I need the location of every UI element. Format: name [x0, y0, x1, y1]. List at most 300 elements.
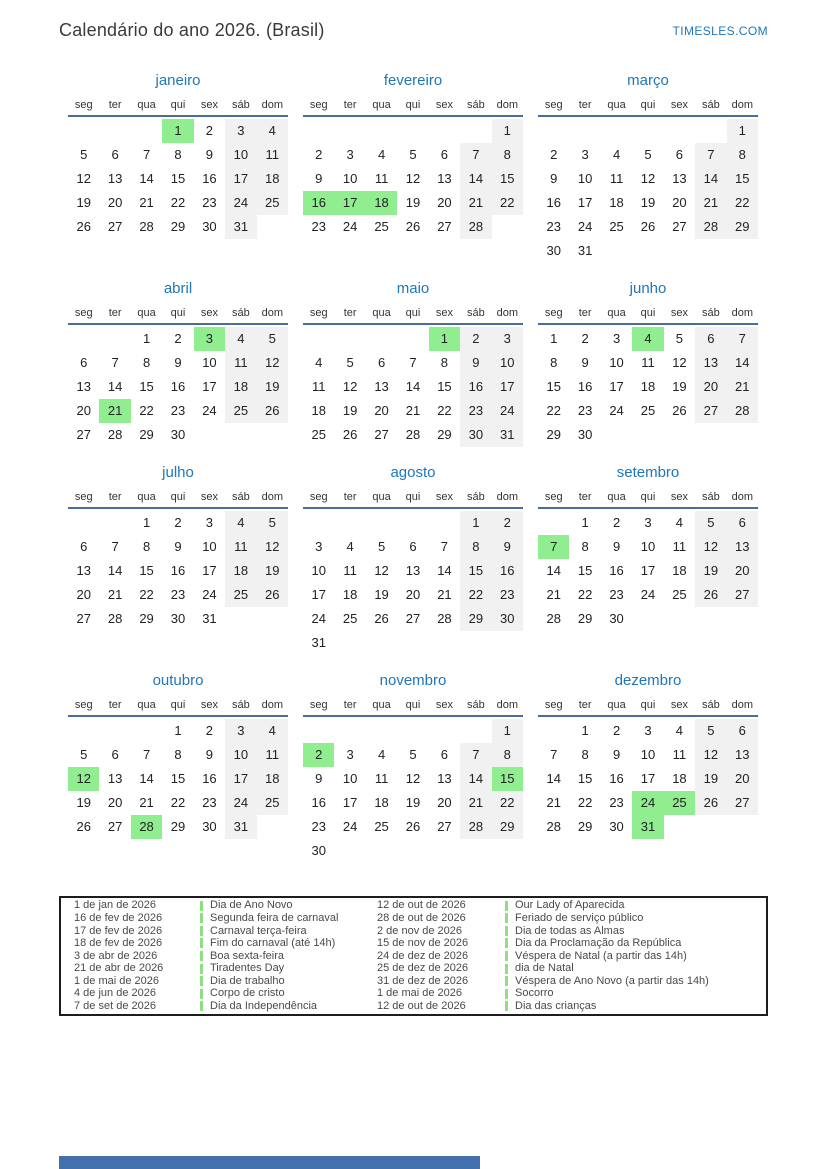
month-title: junho [629, 280, 667, 297]
empty-cell [460, 719, 491, 743]
month-title: outubro [152, 672, 204, 689]
legend-entry [200, 1000, 377, 1013]
weekday-label: qui [405, 307, 421, 319]
day-cell: 12 [76, 171, 91, 186]
empty-cell [334, 119, 365, 143]
day-cell: 21 [727, 375, 758, 399]
weekday-label: dom [496, 699, 518, 711]
days-grid [538, 119, 758, 263]
day-cell: 3 [492, 327, 523, 351]
day-cell: 26 [342, 427, 358, 442]
day-cell: 9 [581, 355, 589, 370]
day-cell: 28 [437, 611, 452, 626]
day-cell: 8 [550, 355, 558, 370]
month-block-junho [538, 278, 758, 447]
weekday-label: ter [578, 699, 592, 711]
day-cell: 19 [374, 587, 389, 602]
day-cell: 9 [205, 147, 214, 162]
day-cell: 11 [311, 379, 326, 394]
day-cell: 11 [672, 747, 687, 762]
day-cell: 3 [581, 147, 589, 162]
weekday-label: sex [200, 491, 218, 503]
day-cell: 22 [460, 583, 491, 607]
weekday-label: sex [435, 307, 453, 319]
day-cell: 13 [76, 379, 91, 394]
day-cell: 11 [641, 355, 655, 370]
day-cell: 11 [374, 171, 389, 186]
day-cell: 15 [139, 563, 154, 578]
day-cell: 25 [311, 427, 326, 442]
day-cell: 5 [257, 511, 288, 535]
day-cell: 3 [644, 723, 652, 738]
legend-entry [505, 975, 766, 988]
day-cell: 30 [170, 611, 186, 626]
day-cell: 20 [695, 375, 726, 399]
empty-cell [366, 327, 397, 351]
weekday-label: ter [578, 491, 592, 503]
day-cell: 6 [727, 719, 758, 743]
weekday-label: seg [309, 307, 328, 319]
legend-entry [200, 937, 377, 950]
day-cell: 1 [581, 515, 589, 530]
legend-bar-icon [200, 901, 203, 911]
day-cell: 17 [225, 767, 256, 791]
days-grid [303, 511, 523, 655]
day-cell: 24 [577, 219, 593, 234]
day-cell: 26 [405, 219, 421, 234]
day-cell: 23 [311, 819, 326, 834]
day-cell: 13 [107, 171, 123, 186]
day-cell: 27 [437, 219, 452, 234]
day-cell: 24 [202, 403, 217, 418]
day-cell: 17 [202, 379, 217, 394]
day-cell: 31 [492, 423, 523, 447]
legend-date: 7 de set de 2026 [74, 1000, 156, 1013]
legend-holiday-name: Dia da Proclamação da República [515, 937, 682, 950]
day-cell: 23 [202, 795, 217, 810]
day-cell: 10 [311, 563, 326, 578]
day-cell: 17 [609, 379, 624, 394]
legend-date: 17 de fev de 2026 [74, 924, 163, 937]
weekday-label: seg [544, 699, 563, 711]
empty-cell [68, 327, 99, 351]
weekday-header-row [303, 698, 523, 717]
day-cell: 19 [76, 195, 91, 210]
day-cell: 26 [672, 403, 687, 418]
day-cell: 26 [695, 583, 726, 607]
day-cell: 14 [405, 379, 421, 394]
empty-cell [601, 119, 632, 143]
day-cell: 7 [142, 147, 151, 162]
empty-cell [99, 511, 130, 535]
day-cell: 18 [257, 167, 288, 191]
day-cell: 2 [174, 515, 182, 530]
day-cell: 10 [640, 539, 656, 554]
day-cell: 11 [225, 535, 256, 559]
day-cell: 22 [139, 403, 154, 418]
legend-holiday-name: Boa sexta-feira [210, 949, 284, 962]
day-cell: 8 [460, 535, 491, 559]
day-cell: 13 [727, 535, 758, 559]
day-cell: 4 [315, 355, 323, 370]
legend-entry [505, 937, 766, 950]
weekday-label: qui [405, 699, 421, 711]
legend-date: 1 de jan de 2026 [74, 899, 156, 912]
day-cell: 30 [170, 427, 186, 442]
month-title: março [627, 72, 669, 89]
day-cell: 2 [315, 147, 323, 162]
day-cell: 3 [205, 515, 214, 530]
day-cell: 19 [695, 767, 726, 791]
day-cell: 20 [437, 195, 452, 210]
day-cell: 19 [672, 379, 687, 394]
day-cell: 5 [346, 355, 354, 370]
site-link[interactable]: TIMESLES.COM [672, 24, 768, 38]
day-cell: 8 [142, 355, 151, 370]
day-cell: 5 [80, 147, 88, 162]
day-cell: 18 [609, 195, 624, 210]
weekday-label: sáb [231, 699, 250, 711]
day-cell: 30 [577, 427, 593, 442]
empty-cell [397, 719, 428, 743]
weekday-label: ter [108, 99, 122, 111]
day-cell: 4 [225, 327, 256, 351]
day-cell: 6 [675, 147, 684, 162]
month-title: dezembro [614, 672, 682, 689]
day-cell: 27 [76, 611, 91, 626]
day-cell: 12 [695, 535, 726, 559]
weekday-label: sex [435, 491, 453, 503]
day-cell: 2 [303, 743, 334, 767]
weekday-label: sex [670, 491, 688, 503]
day-cell: 12 [640, 171, 656, 186]
weekday-label: sáb [701, 99, 720, 111]
month-block-novembro [303, 670, 523, 863]
day-cell: 21 [695, 191, 726, 215]
day-cell: 13 [437, 771, 452, 786]
legend-holiday-name: dia de Natal [515, 962, 574, 975]
month-block-setembro [538, 462, 758, 631]
day-cell: 14 [107, 379, 123, 394]
day-cell: 22 [139, 587, 154, 602]
day-cell: 17 [640, 771, 656, 786]
empty-cell [334, 719, 365, 743]
days-grid [68, 327, 288, 447]
day-cell: 15 [577, 771, 593, 786]
day-cell: 31 [632, 815, 663, 839]
weekday-label: qua [137, 307, 156, 319]
day-cell: 30 [202, 819, 217, 834]
day-cell: 26 [695, 791, 726, 815]
day-cell: 18 [672, 563, 687, 578]
day-cell: 21 [99, 399, 130, 423]
day-cell: 21 [437, 587, 452, 602]
weekday-header-row [538, 490, 758, 509]
day-cell: 18 [366, 191, 397, 215]
legend-entry [505, 925, 766, 938]
day-cell: 4 [377, 147, 386, 162]
day-cell: 22 [492, 191, 523, 215]
day-cell: 3 [346, 147, 354, 162]
day-cell: 21 [546, 795, 561, 810]
day-cell: 20 [672, 195, 687, 210]
day-cell: 19 [695, 559, 726, 583]
day-cell: 17 [225, 167, 256, 191]
day-cell: 3 [315, 539, 323, 554]
day-cell: 3 [644, 515, 652, 530]
day-cell: 4 [257, 719, 288, 743]
day-cell: 20 [76, 403, 91, 418]
legend-date: 21 de abr de 2026 [74, 962, 164, 975]
days-grid [68, 119, 288, 239]
day-cell: 21 [139, 195, 154, 210]
legend-holiday-name: Socorro [515, 987, 554, 1000]
legend-date: 2 de nov de 2026 [377, 924, 463, 937]
weekday-label: qui [640, 491, 656, 503]
legend-date: 1 de mai de 2026 [377, 987, 463, 1000]
day-cell: 5 [409, 147, 417, 162]
day-cell: 16 [170, 563, 186, 578]
empty-cell [99, 119, 130, 143]
day-cell: 4 [675, 723, 684, 738]
legend-bar-icon [505, 901, 508, 911]
empty-cell [303, 327, 334, 351]
day-cell: 26 [76, 219, 91, 234]
legend-holiday-name: Dia de todas as Almas [515, 924, 625, 937]
day-cell: 13 [672, 171, 687, 186]
day-cell: 29 [727, 215, 758, 239]
empty-cell [303, 119, 334, 143]
weekday-label: qua [607, 307, 626, 319]
day-cell: 17 [342, 795, 358, 810]
day-cell: 17 [640, 563, 656, 578]
day-cell: 18 [374, 795, 389, 810]
day-cell: 11 [672, 539, 687, 554]
legend-entry [200, 962, 377, 975]
day-cell: 8 [492, 743, 523, 767]
day-cell: 8 [727, 143, 758, 167]
day-cell: 25 [640, 403, 656, 418]
legend-holiday-name: Dia da Independência [210, 1000, 318, 1013]
month-title: abril [163, 280, 193, 297]
day-cell: 25 [374, 219, 389, 234]
day-cell: 16 [546, 195, 561, 210]
weekday-label: sáb [701, 699, 720, 711]
legend-bar-icon [200, 951, 203, 961]
day-cell: 21 [405, 403, 421, 418]
day-cell: 6 [440, 147, 449, 162]
day-cell: 28 [695, 215, 726, 239]
empty-cell [68, 719, 99, 743]
day-cell: 20 [405, 587, 421, 602]
day-cell: 8 [174, 747, 182, 762]
legend-entry [505, 987, 766, 1000]
day-cell: 14 [546, 771, 561, 786]
day-cell: 23 [460, 399, 491, 423]
weekday-label: ter [343, 491, 357, 503]
legend-entry [200, 912, 377, 925]
legend-entry [505, 962, 766, 975]
day-cell: 10 [202, 539, 217, 554]
day-cell: 31 [311, 635, 326, 650]
day-cell: 2 [612, 515, 621, 530]
legend-holiday-name: Our Lady of Aparecida [515, 899, 625, 912]
weekday-label: sex [435, 699, 453, 711]
day-cell: 5 [80, 747, 88, 762]
weekday-label: ter [108, 307, 122, 319]
day-cell: 4 [377, 747, 386, 762]
legend-bar-icon [200, 938, 203, 948]
day-cell: 18 [640, 379, 656, 394]
day-cell: 27 [727, 583, 758, 607]
weekday-header-row [303, 98, 523, 117]
empty-cell [99, 719, 130, 743]
empty-cell [68, 119, 99, 143]
day-cell: 21 [460, 191, 491, 215]
day-cell: 17 [577, 195, 593, 210]
day-cell: 12 [374, 563, 389, 578]
day-cell: 20 [107, 795, 123, 810]
weekday-label: seg [74, 699, 93, 711]
day-cell: 14 [437, 563, 452, 578]
day-cell: 3 [194, 327, 225, 351]
day-cell: 16 [311, 795, 326, 810]
day-cell: 28 [727, 399, 758, 423]
day-cell: 15 [170, 171, 186, 186]
weekday-label: ter [343, 307, 357, 319]
day-cell: 17 [492, 375, 523, 399]
legend-bar-icon [505, 964, 508, 974]
legend-date: 12 de out de 2026 [377, 1000, 466, 1013]
weekday-label: sex [200, 99, 218, 111]
legend-holiday-name: Segunda feira de carnaval [210, 911, 339, 924]
day-cell: 28 [460, 215, 491, 239]
day-cell: 25 [374, 819, 389, 834]
empty-cell [538, 719, 569, 743]
legend-holiday-name: Dia de Ano Novo [210, 899, 293, 912]
legend-date: 1 de mai de 2026 [74, 974, 160, 987]
day-cell: 7 [409, 355, 417, 370]
day-cell: 30 [492, 607, 523, 631]
day-cell: 16 [609, 563, 624, 578]
legend-date: 15 de nov de 2026 [377, 937, 469, 950]
legend-entry [505, 1000, 766, 1013]
day-cell: 14 [107, 563, 123, 578]
legend-bar-icon [200, 964, 203, 974]
day-cell: 24 [225, 191, 256, 215]
day-cell: 9 [612, 539, 621, 554]
day-cell: 8 [174, 147, 182, 162]
day-cell: 18 [342, 587, 358, 602]
day-cell: 26 [640, 219, 656, 234]
legend-entry [200, 950, 377, 963]
day-cell: 5 [409, 747, 417, 762]
empty-cell [99, 327, 130, 351]
weekday-label: dom [731, 307, 753, 319]
day-cell: 14 [460, 767, 491, 791]
weekday-label: sáb [466, 307, 485, 319]
weekday-label: qua [607, 99, 626, 111]
day-cell: 29 [139, 611, 154, 626]
day-cell: 18 [225, 375, 256, 399]
day-cell: 12 [342, 379, 358, 394]
legend-holiday-name: Carnaval terça-feira [210, 924, 307, 937]
day-cell: 28 [131, 815, 162, 839]
calendar-grid [68, 70, 758, 863]
day-cell: 11 [609, 171, 624, 186]
day-cell: 17 [334, 191, 365, 215]
day-cell: 1 [142, 331, 151, 346]
legend-bar-icon [505, 926, 508, 936]
day-cell: 9 [174, 539, 182, 554]
day-cell: 28 [107, 427, 123, 442]
weekday-label: dom [496, 99, 518, 111]
weekday-label: sáb [466, 99, 485, 111]
day-cell: 13 [405, 563, 421, 578]
day-cell: 6 [80, 355, 88, 370]
day-cell: 5 [675, 331, 684, 346]
legend-holiday-name: Dia de trabalho [210, 974, 285, 987]
day-cell: 10 [492, 351, 523, 375]
day-cell: 12 [695, 743, 726, 767]
day-cell: 1 [162, 119, 193, 143]
day-cell: 16 [609, 771, 624, 786]
empty-cell [664, 119, 695, 143]
weekday-label: qui [170, 699, 186, 711]
day-cell: 2 [550, 147, 558, 162]
weekday-label: sex [670, 307, 688, 319]
day-cell: 8 [492, 143, 523, 167]
weekday-label: dom [261, 699, 283, 711]
day-cell: 12 [257, 351, 288, 375]
weekday-label: qua [137, 699, 156, 711]
day-cell: 10 [342, 171, 358, 186]
day-cell: 11 [343, 563, 357, 578]
legend-holiday-name: Véspera de Natal (a partir das 14h) [515, 949, 687, 962]
day-cell: 5 [695, 511, 726, 535]
empty-cell [429, 511, 460, 535]
day-cell: 11 [374, 771, 389, 786]
day-cell: 18 [225, 559, 256, 583]
day-cell: 13 [374, 379, 389, 394]
day-cell: 13 [76, 563, 91, 578]
legend-bar-icon [505, 989, 508, 999]
day-cell: 10 [225, 143, 256, 167]
day-cell: 22 [170, 795, 186, 810]
day-cell: 18 [672, 771, 687, 786]
day-cell: 22 [577, 587, 593, 602]
weekday-label: sáb [466, 699, 485, 711]
legend-bar-icon [505, 951, 508, 961]
day-cell: 3 [612, 331, 621, 346]
day-cell: 28 [546, 819, 561, 834]
day-cell: 4 [346, 539, 354, 554]
weekday-label: dom [731, 99, 753, 111]
empty-cell [68, 511, 99, 535]
weekday-label: qua [372, 307, 391, 319]
day-cell: 21 [546, 587, 561, 602]
day-cell: 14 [546, 563, 561, 578]
weekday-label: ter [343, 699, 357, 711]
day-cell: 27 [107, 219, 123, 234]
day-cell: 6 [80, 539, 88, 554]
month-block-julho [68, 462, 288, 631]
day-cell: 4 [257, 119, 288, 143]
weekday-label: qui [170, 99, 186, 111]
weekday-label: sáb [701, 307, 720, 319]
month-title: agosto [390, 464, 436, 481]
day-cell: 2 [492, 511, 523, 535]
